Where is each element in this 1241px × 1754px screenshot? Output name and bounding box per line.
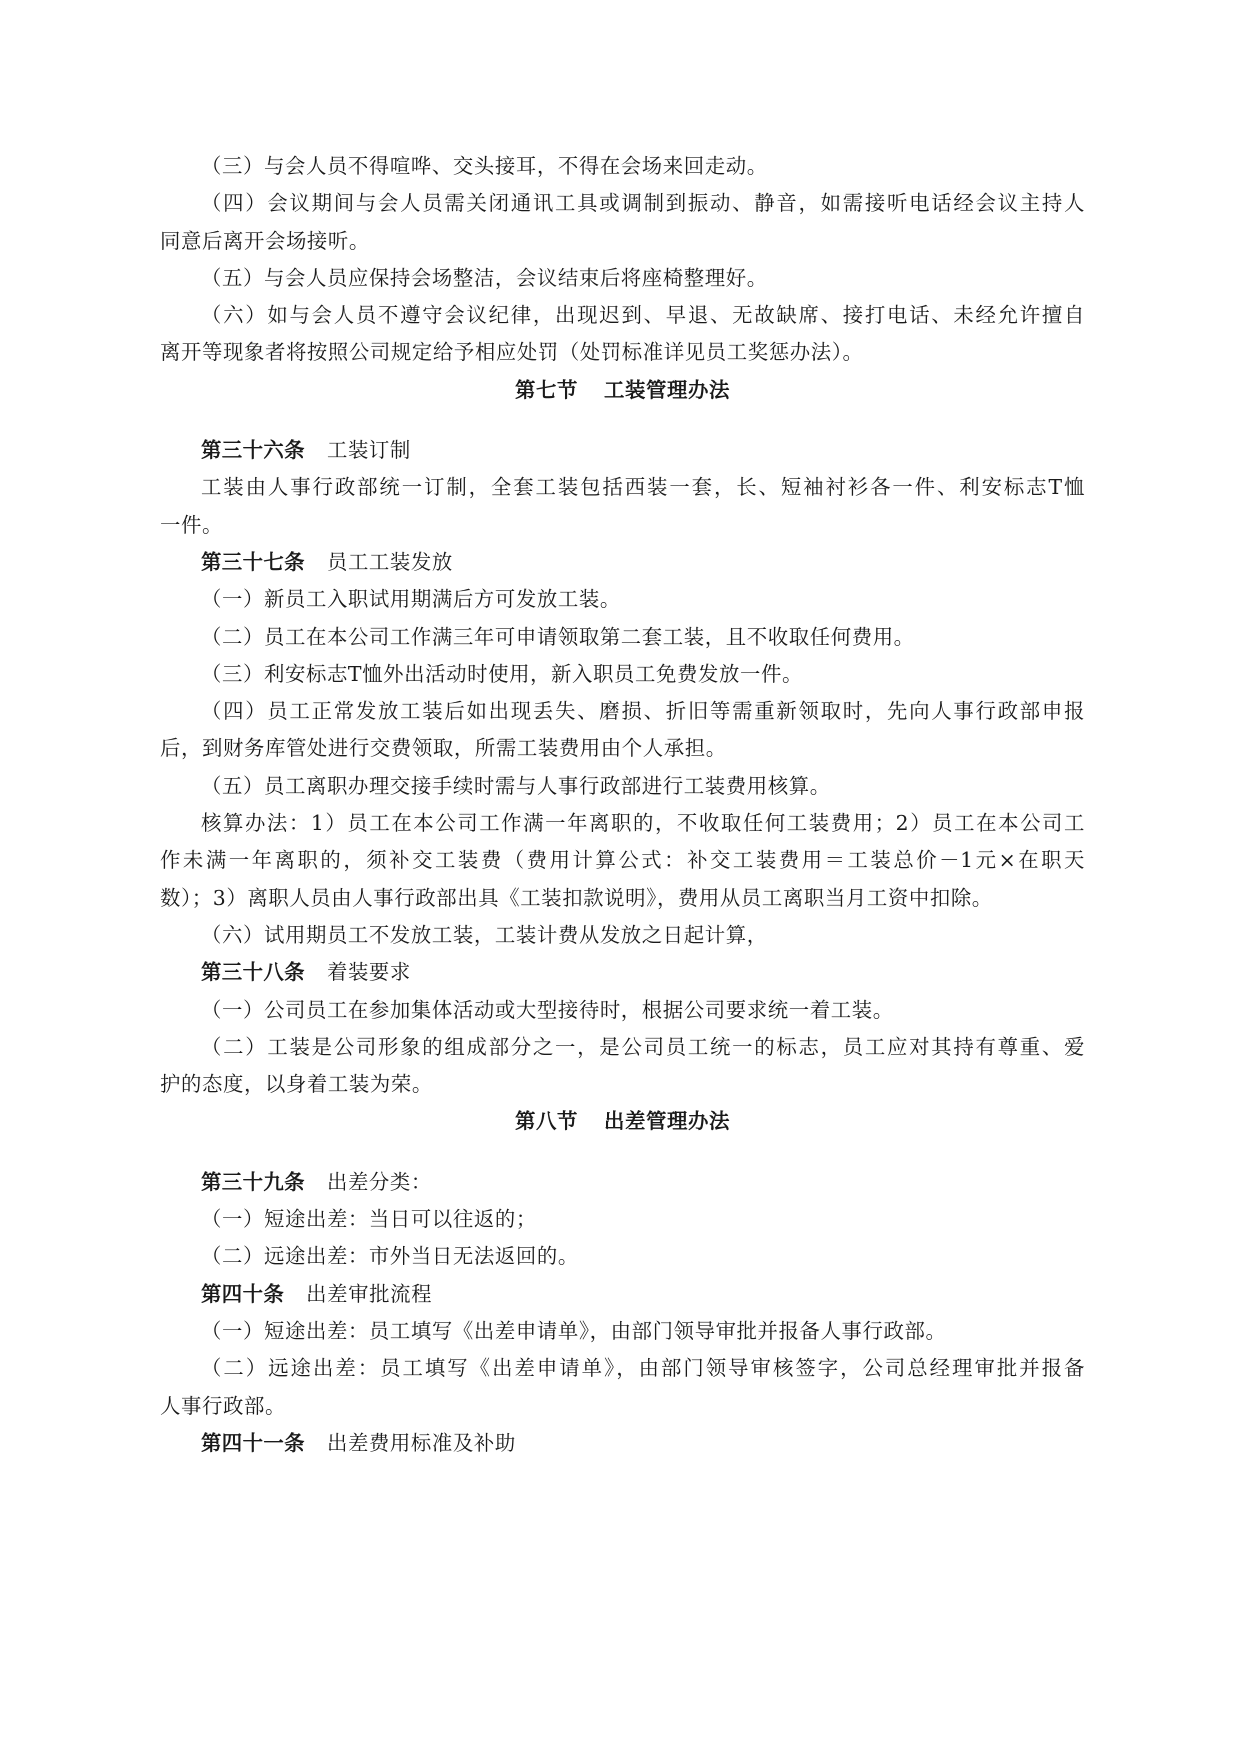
paragraph-line: （一）短途出差：当日可以往返的；: [201, 1207, 537, 1232]
paragraph-line: （二）员工在本公司工作满三年可申请领取第二套工装，且不收取任何费用。: [201, 624, 915, 649]
paragraph-line: 工装由人事行政部统一订制，全套工装包括西装一套，长、短袖衬衫各一件、利安标志T恤: [201, 475, 1085, 500]
paragraph-line: （一）短途出差：员工填写《出差申请单》，由部门领导审批并报备人事行政部。: [201, 1318, 947, 1343]
document-body: [160, 148, 1085, 1462]
paragraph-line: （五）员工离职办理交接手续时需与人事行政部进行工装费用核算。: [201, 773, 831, 798]
paragraph-line: （六）如与会人员不遵守会议纪律，出现迟到、早退、无故缺席、接打电话、未经允许擅自: [201, 303, 1085, 328]
paragraph-line: 离开等现象者将按照公司规定给予相应处罚（处罚标准详见员工奖惩办法）。: [160, 340, 864, 365]
paragraph-line: （六）试用期员工不发放工装，工装计费从发放之日起计算，: [201, 922, 768, 947]
paragraph-line: 数）；3）离职人员由人事行政部出具《工装扣款说明》，费用从员工离职当月工资中扣除。: [160, 885, 993, 910]
paragraph-line: 后，到财务库管处进行交费领取，所需工装费用由个人承担。: [160, 736, 727, 761]
article-title: 员工工装发放: [326, 549, 453, 574]
paragraph-line: 人事行政部。: [160, 1393, 286, 1418]
article-heading-36: [160, 432, 1085, 469]
article-heading-39: [160, 1164, 1085, 1201]
section-number: 第八节: [515, 1109, 579, 1134]
paragraph-line: 同意后离开会场接听。: [160, 228, 370, 253]
paragraph-line: 一件。: [160, 512, 223, 537]
paragraph-line: 作未满一年离职的，须补交工装费（费用计算公式：补交工装费用＝工装总价－1元×在职天: [160, 848, 1085, 873]
paragraph-line: （四）会议期间与会人员需关闭通讯工具或调制到振动、静音，如需接听电话经会议主持人: [201, 191, 1085, 216]
article-heading-40: [160, 1276, 1085, 1313]
paragraph-line: （四）员工正常发放工装后如出现丢失、磨损、折旧等需重新领取时，先向人事行政部申报: [201, 699, 1085, 724]
paragraph-line: （一）新员工入职试用期满后方可发放工装。: [201, 587, 621, 612]
article-title: 工装订制: [326, 438, 411, 463]
article-title: 出差审批流程: [306, 1281, 433, 1306]
article-number: 第三十八条: [201, 960, 305, 985]
paragraph-line: （二）远途出差：员工填写《出差申请单》，由部门领导审核签字，公司总经理审批并报备: [201, 1356, 1085, 1381]
paragraph-line: （二）远途出差：市外当日无法返回的。: [201, 1244, 579, 1269]
article-title: 出差费用标准及补助: [326, 1430, 516, 1455]
section-number: 第七节: [515, 377, 579, 402]
article-heading-38: [160, 954, 1085, 991]
paragraph-line: （二）工装是公司形象的组成部分之一，是公司员工统一的标志，员工应对其持有尊重、爱: [201, 1034, 1085, 1059]
section-title: 出差管理办法: [604, 1109, 730, 1134]
paragraph-line: （三）利安标志T恤外出活动时使用，新入职员工免费发放一件。: [201, 661, 803, 686]
section-heading-7: [160, 372, 1085, 409]
article-number: 第三十七条: [201, 549, 305, 574]
paragraph-line: 护的态度，以身着工装为荣。: [160, 1072, 433, 1097]
paragraph-line: 核算办法：1）员工在本公司工作满一年离职的，不收取任何工装费用；2）员工在本公司工: [201, 811, 1085, 836]
article-number: 第三十九条: [201, 1169, 305, 1194]
paragraph-line: （三）与会人员不得喧哗、交头接耳，不得在会场来回走动。: [201, 154, 768, 178]
paragraph-line: （五）与会人员应保持会场整洁，会议结束后将座椅整理好。: [201, 265, 768, 290]
section-title: 工装管理办法: [604, 377, 730, 402]
article-heading-37: [160, 544, 1085, 581]
article-number: 第四十一条: [201, 1430, 305, 1455]
section-heading-8: [160, 1103, 1085, 1140]
article-number: 第四十条: [201, 1281, 285, 1306]
paragraph-line: （一）公司员工在参加集体活动或大型接待时，根据公司要求统一着工装。: [201, 997, 894, 1022]
article-title: 出差分类：: [326, 1169, 432, 1194]
article-number: 第三十六条: [201, 438, 305, 463]
article-title: 着装要求: [326, 960, 411, 985]
article-heading-41: [160, 1425, 1085, 1462]
